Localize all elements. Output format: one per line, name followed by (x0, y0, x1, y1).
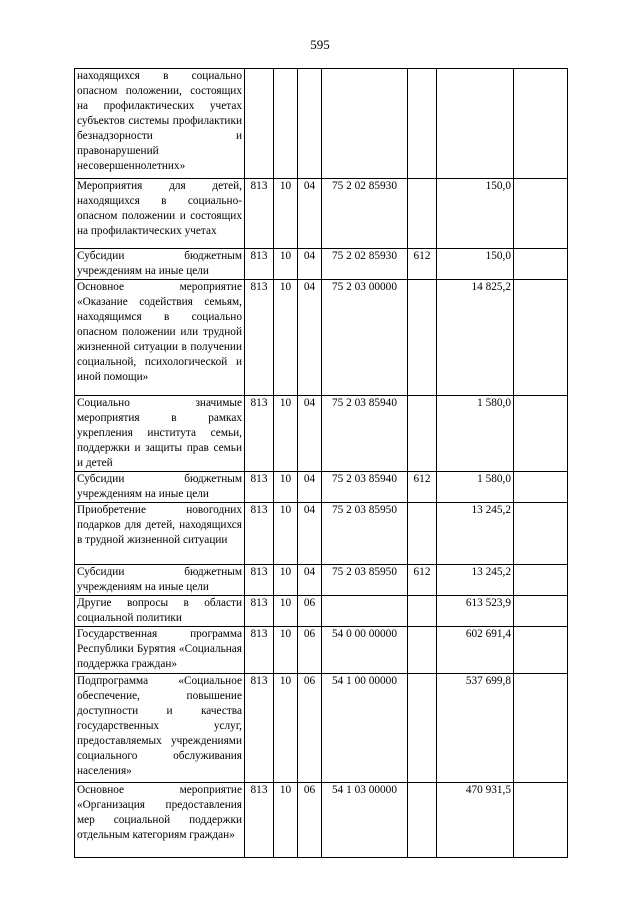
row-name: Подпрограмма «Социальное обеспечение, повышение доступности и качества государственных услуг, предоставляемых учреждениями социального обслуживания населения» (75, 674, 245, 783)
target-article: 75 2 03 85940 (322, 396, 408, 472)
expense-type: 612 (408, 565, 437, 596)
subsection-code: 04 (298, 565, 322, 596)
amount: 602 691,4 (437, 627, 514, 674)
target-article: 54 0 00 00000 (322, 627, 408, 674)
empty-cell (514, 565, 568, 596)
subsection-code: 04 (298, 396, 322, 472)
expense-type (408, 280, 437, 396)
empty-cell (514, 280, 568, 396)
row-name: Субсидии бюджетным учреждениям на иные цели (75, 472, 245, 503)
ministry-code: 813 (245, 179, 274, 249)
subsection-code: 04 (298, 249, 322, 280)
row-name: Другие вопросы в области социальной политики (75, 596, 245, 627)
target-article: 54 1 00 00000 (322, 674, 408, 783)
subsection-code: 04 (298, 472, 322, 503)
table-row (75, 472, 568, 503)
section-code: 10 (274, 503, 298, 565)
empty-cell (514, 69, 568, 179)
row-name: Государственная программа Республики Бурятия «Социальная поддержка граждан» (75, 627, 245, 674)
table-row (75, 627, 568, 674)
section-code: 10 (274, 627, 298, 674)
amount (437, 69, 514, 179)
amount: 13 245,2 (437, 503, 514, 565)
amount: 150,0 (437, 179, 514, 249)
subsection-code: 06 (298, 627, 322, 674)
expense-type (408, 783, 437, 858)
ministry-code: 813 (245, 472, 274, 503)
table-row (75, 596, 568, 627)
target-article: 75 2 03 00000 (322, 280, 408, 396)
budget-table (74, 68, 568, 858)
section-code: 10 (274, 396, 298, 472)
section-code: 10 (274, 596, 298, 627)
target-article: 75 2 02 85930 (322, 249, 408, 280)
target-article: 75 2 03 85950 (322, 565, 408, 596)
empty-cell (514, 179, 568, 249)
expense-type (408, 69, 437, 179)
section-code: 10 (274, 674, 298, 783)
section-code: 10 (274, 249, 298, 280)
target-article: 75 2 03 85940 (322, 472, 408, 503)
expense-type (408, 503, 437, 565)
subsection-code: 06 (298, 783, 322, 858)
empty-cell (514, 674, 568, 783)
section-code: 10 (274, 179, 298, 249)
ministry-code: 813 (245, 674, 274, 783)
ministry-code (245, 69, 274, 179)
table-row (75, 783, 568, 858)
expense-type: 612 (408, 472, 437, 503)
row-name: Субсидии бюджетным учреждениям на иные цели (75, 565, 245, 596)
empty-cell (514, 472, 568, 503)
ministry-code: 813 (245, 503, 274, 565)
target-article: 54 1 03 00000 (322, 783, 408, 858)
expense-type (408, 674, 437, 783)
empty-cell (514, 249, 568, 280)
amount: 537 699,8 (437, 674, 514, 783)
ministry-code: 813 (245, 249, 274, 280)
target-article: 75 2 02 85930 (322, 179, 408, 249)
subsection-code: 06 (298, 596, 322, 627)
table-row (75, 69, 568, 179)
ministry-code: 813 (245, 596, 274, 627)
ministry-code: 813 (245, 565, 274, 596)
section-code: 10 (274, 472, 298, 503)
expense-type (408, 627, 437, 674)
table-row (75, 674, 568, 783)
page-number: 595 (310, 37, 330, 52)
target-article (322, 69, 408, 179)
section-code (274, 69, 298, 179)
expense-type (408, 396, 437, 472)
row-name: Мероприятия для детей, находящихся в социально-опасном положении и состоящих на профилактических учетах (75, 179, 245, 249)
table-row (75, 396, 568, 472)
empty-cell (514, 627, 568, 674)
expense-type: 612 (408, 249, 437, 280)
empty-cell (514, 783, 568, 858)
table-row (75, 565, 568, 596)
target-article: 75 2 03 85950 (322, 503, 408, 565)
expense-type (408, 179, 437, 249)
subsection-code: 04 (298, 503, 322, 565)
ministry-code: 813 (245, 783, 274, 858)
subsection-code (298, 69, 322, 179)
empty-cell (514, 396, 568, 472)
amount: 14 825,2 (437, 280, 514, 396)
expense-type (408, 596, 437, 627)
amount: 470 931,5 (437, 783, 514, 858)
table-row (75, 280, 568, 396)
row-name: находящихся в социально опасном положении, состоящих на профилактических учетах субъектов системы профилактики безнадзорности и правонарушений несовершеннолетних» (75, 69, 245, 179)
table-row (75, 179, 568, 249)
row-name: Приобретение новогодних подарков для детей, находящихся в трудной жизненной ситуации (75, 503, 245, 565)
table-row (75, 503, 568, 565)
section-code: 10 (274, 280, 298, 396)
ministry-code: 813 (245, 280, 274, 396)
empty-cell (514, 596, 568, 627)
table-row (75, 249, 568, 280)
amount: 1 580,0 (437, 472, 514, 503)
empty-cell (514, 503, 568, 565)
ministry-code: 813 (245, 627, 274, 674)
amount: 613 523,9 (437, 596, 514, 627)
subsection-code: 04 (298, 179, 322, 249)
amount: 150,0 (437, 249, 514, 280)
row-name: Основное мероприятие «Оказание содействия семьям, находящимся в социально опасном положении или трудной жизненной ситуации в получении социальной, психологической и иной помощи» (75, 280, 245, 396)
subsection-code: 06 (298, 674, 322, 783)
ministry-code: 813 (245, 396, 274, 472)
amount: 1 580,0 (437, 396, 514, 472)
section-code: 10 (274, 783, 298, 858)
row-name: Основное мероприятие «Организация предоставления мер социальной поддержки отдельным категориям граждан» (75, 783, 245, 858)
target-article (322, 596, 408, 627)
row-name: Социально значимые мероприятия в рамках укрепления института семьи, поддержки и защиты прав семьи и детей (75, 396, 245, 472)
amount: 13 245,2 (437, 565, 514, 596)
subsection-code: 04 (298, 280, 322, 396)
section-code: 10 (274, 565, 298, 596)
row-name: Субсидии бюджетным учреждениям на иные цели (75, 249, 245, 280)
